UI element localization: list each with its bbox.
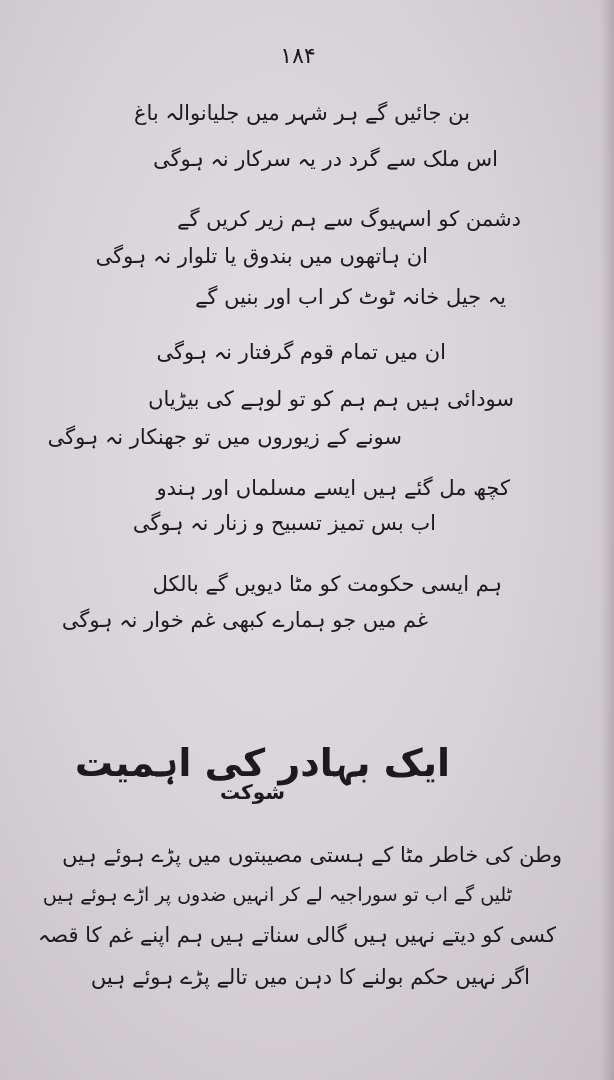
poem2-line-1: وطن کی خاطر مٹا کے ہستی مصیبتوں میں پڑے ہوئے ہیں [62,843,562,867]
poem1-line-3: دشمن کو اسہیوگ سے ہم زیر کریں گے [177,207,521,231]
poem1-line-10: اب بس تمیز تسبیح و زنار نہ ہوگی [132,511,436,535]
poem1-line-5: یہ جیل خانہ ٹوٹ کر اب اور بنیں گے [195,285,506,309]
section-heading: ایک بہادر کی اہمیت [74,741,450,785]
page-edge-shadow [600,0,614,1080]
poem1-line-4: ان ہاتھوں میں بندوق یا تلوار نہ ہوگی [95,244,428,268]
poem2-line-2: ٹلیں گے اب تو سوراجیہ لے کر انہیں ضدوں پر اڑے ہوئے ہیں [42,884,512,906]
page-number: ۱۸۴ [280,44,316,69]
poem1-line-6: ان میں تمام قوم گرفتار نہ ہوگی [156,340,446,364]
poem1-line-7: سودائی ہیں ہم ہم کو تو لوہے کی بیڑیاں [148,387,514,411]
poem1-line-12: غم میں جو ہمارے کبھی غم خوار نہ ہوگی [61,608,428,632]
poem1-line-8: سونے کے زیوروں میں تو جھنکار نہ ہوگی [47,425,402,449]
poem1-line-1: بن جائیں گے ہر شہر میں جلیانوالہ باغ [133,101,470,125]
poem1-line-2: اس ملک سے گرد در یہ سرکار نہ ہوگی [153,147,498,171]
author-name: شوکت [220,780,286,804]
poem2-line-4: اگر نہیں حکم بولنے کا دہن میں تالے پڑے ہوئے ہیں [90,965,530,989]
poem1-line-11: ہم ایسی حکومت کو مٹا دیویں گے بالکل [152,572,502,596]
poem1-line-9: کچھ مل گئے ہیں ایسے مسلماں اور ہندو [156,476,510,500]
poem2-line-3: کسی کو دیتے نہیں ہیں گالی سناتے ہیں ہم اپنے غم کا قصہ [37,923,556,947]
